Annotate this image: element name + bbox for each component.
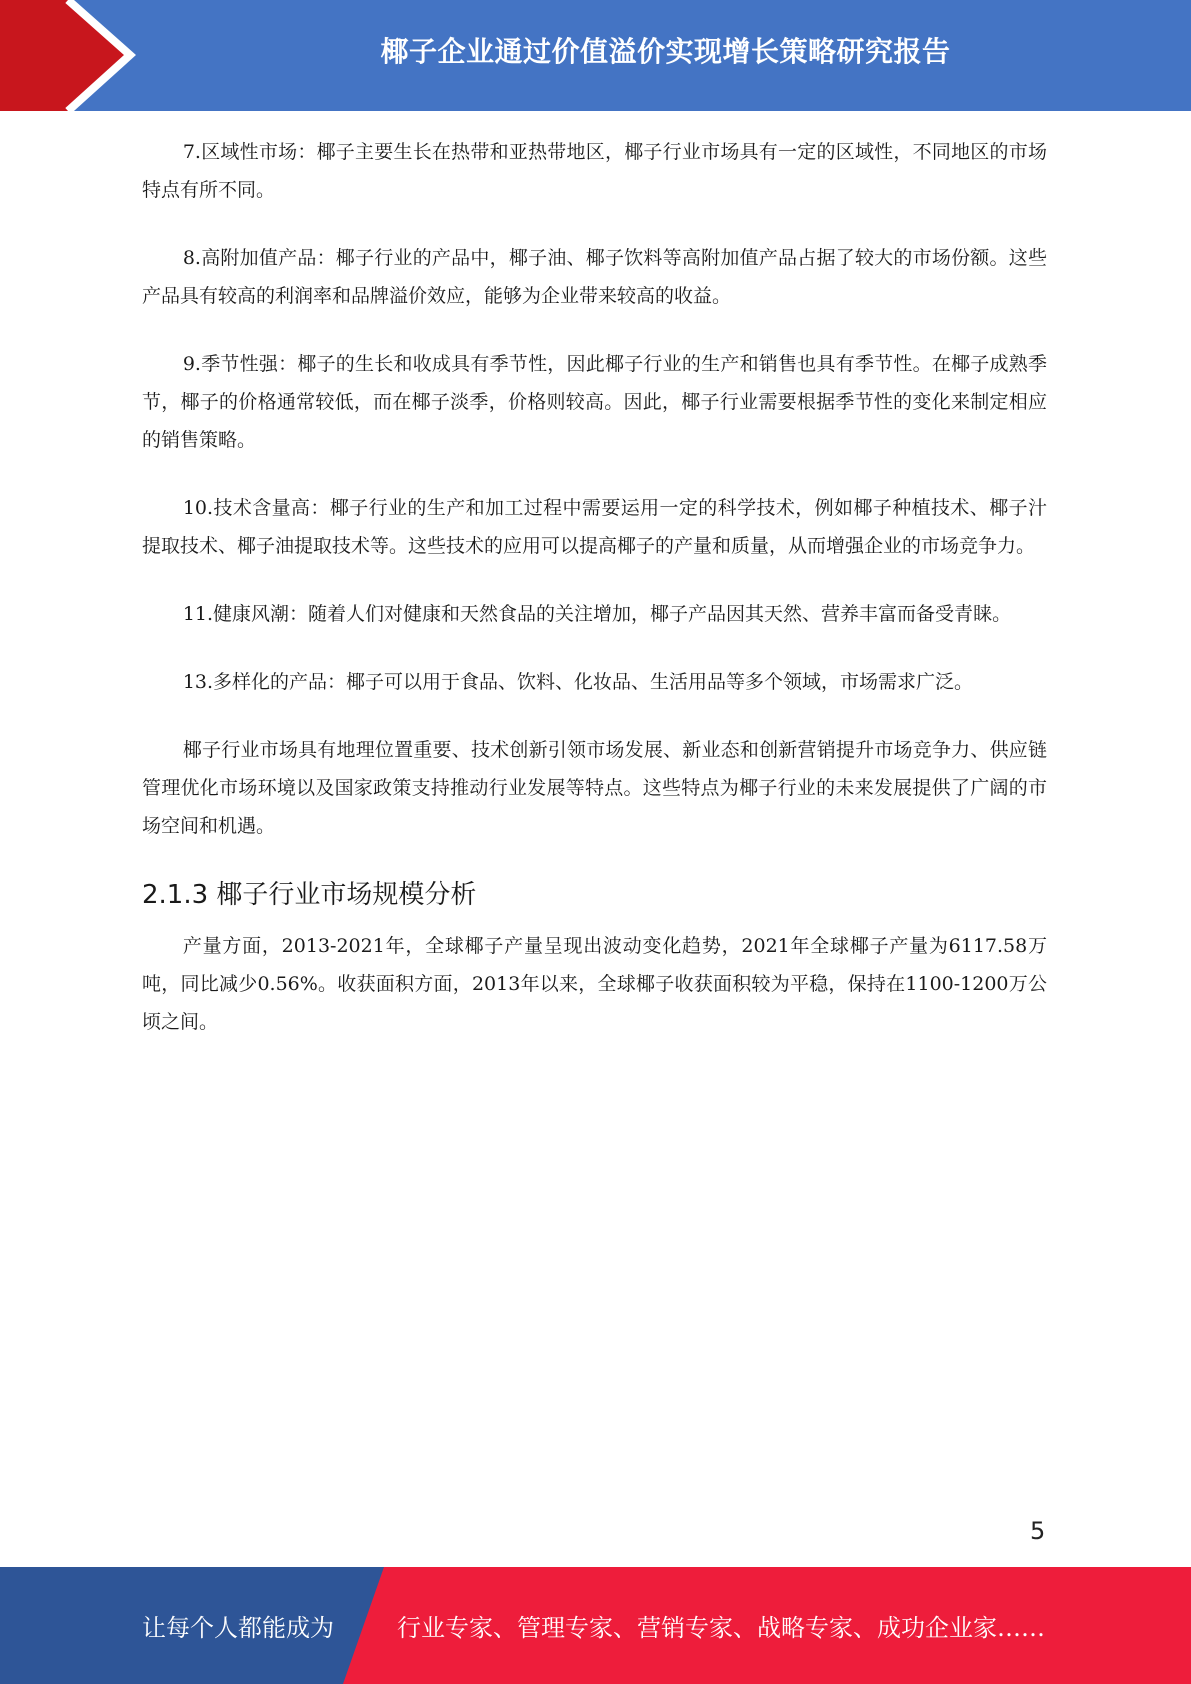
paragraph-regional-market: 7.区域性市场：椰子主要生长在热带和亚热带地区，椰子行业市场具有一定的区域性，不同地区的市场特点有所不同。 (142, 141, 1047, 201)
paragraph-market-size: 产量方面，2013-2021年，全球椰子产量呈现出波动变化趋势，2021年全球椰子产量为6117.58万吨，同比减少0.56%。收获面积方面，2013年以来，全球椰子收获面积较为平稳，保持在1100-1200万公顷之间。 (142, 935, 1047, 1033)
footer-slogan-right: 行业专家、管理专家、营销专家、战略专家、成功企业家…… (397, 1614, 1045, 1642)
paragraph-seasonality: 9.季节性强：椰子的生长和收成具有季节性，因此椰子行业的生产和销售也具有季节性。在椰子成熟季节，椰子的价格通常较低，而在椰子淡季，价格则较高。因此，椰子行业需要根据季节性的变化来制定相应的销售策略。 (142, 353, 1047, 451)
paragraph-high-value-products: 8.高附加值产品：椰子行业的产品中，椰子油、椰子饮料等高附加值产品占据了较大的市场份额。这些产品具有较高的利润率和品牌溢价效应，能够为企业带来较高的收益。 (142, 247, 1047, 307)
paragraph-technology: 10.技术含量高：椰子行业的生产和加工过程中需要运用一定的科学技术，例如椰子种植技术、椰子汁提取技术、椰子油提取技术等。这些技术的应用可以提高椰子的产量和质量，从而增强企业的市场竞争力。 (142, 497, 1047, 557)
report-title: 椰子企业通过价值溢价实现增长策略研究报告 (380, 35, 951, 68)
page-number: 5 (1030, 1517, 1046, 1545)
section-heading: 2.1.3 椰子行业市场规模分析 (142, 880, 477, 910)
paragraph-health-trend: 11.健康风潮：随着人们对健康和天然食品的关注增加，椰子产品因其天然、营养丰富而备受青睐。 (182, 603, 1012, 625)
paragraph-summary: 椰子行业市场具有地理位置重要、技术创新引领市场发展、新业态和创新营销提升市场竞争力、供应链管理优化市场环境以及国家政策支持推动行业发展等特点。这些特点为椰子行业的未来发展提供了广阔的市场空间和机遇。 (142, 739, 1047, 837)
footer-slogan-left: 让每个人都能成为 (142, 1614, 334, 1642)
header-banner (0, 0, 1191, 111)
footer-banner (0, 1567, 1191, 1684)
document-body (142, 133, 1047, 1071)
paragraph-diverse-products: 13.多样化的产品：椰子可以用于食品、饮料、化妆品、生活用品等多个领域，市场需求广泛。 (182, 671, 974, 693)
